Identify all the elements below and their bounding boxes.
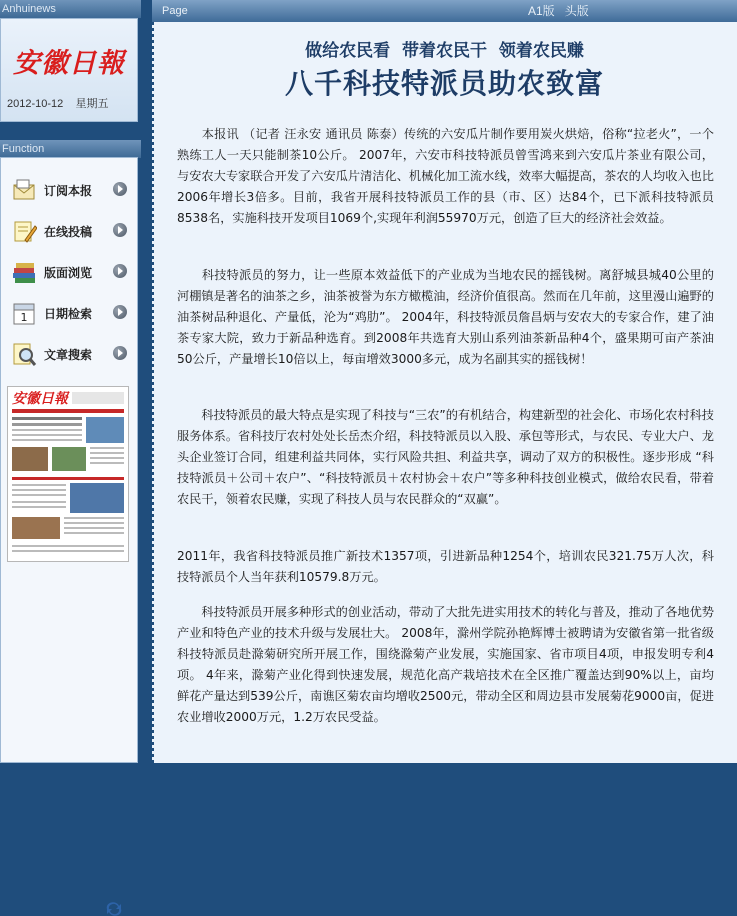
books-icon bbox=[11, 259, 37, 285]
refresh-icon[interactable] bbox=[105, 902, 123, 916]
menu-browse-pages-label: 版面浏览 bbox=[44, 266, 93, 280]
issue-date-line bbox=[7, 95, 109, 111]
article-paragraph: 科技特派员的最大特点是实现了科技与“三农”的有机结合，构建新型的社会化、市场化农村科技服务体系。省科技厅农村处处长岳杰介绍，科技特派员以入股、承包等形式，与农民、专业大户、龙头企业签订合同，组建利益共同体，实行风险共担、利益共享，调动了双方的积极性。逐步形成 “科技特派员＋公司＋农户”、“科技特派员＋农村协会＋农户”等多种科技创业模式，做给农民看，带着农民干，领着农民赚，实现了科技人员与农民群众的“双赢”。 bbox=[177, 408, 714, 506]
left-panel bbox=[0, 0, 141, 763]
magnifier-icon bbox=[11, 341, 37, 367]
section-name: 头版 bbox=[564, 4, 589, 18]
menu-subscribe[interactable] bbox=[9, 173, 131, 207]
masthead bbox=[0, 18, 138, 122]
function-menu bbox=[0, 157, 138, 763]
menu-article-search[interactable] bbox=[9, 337, 131, 371]
issue-date: 2012-10-12 bbox=[7, 98, 64, 110]
svg-text:1: 1 bbox=[20, 311, 28, 324]
arrow-right-icon bbox=[113, 264, 127, 278]
anhuinews-header: Anhuinews bbox=[0, 0, 141, 18]
arrow-right-icon bbox=[113, 223, 127, 237]
front-page-thumbnail-image bbox=[8, 387, 128, 561]
menu-subscribe-label: 订阅本报 bbox=[44, 184, 93, 198]
article-paragraph: 科技特派员的努力，让一些原本效益低下的产业成为当地农民的摇钱树。离舒城县城40公里的河棚镇是著名的油茶之乡，油茶被誉为东方橄榄油，经济价值很高。然而在几年前，这里漫山遍野的油茶树品种退化、产量低，沦为“鸡肋”。 2004年，科技特派员詹昌炳与安农大的专家合作，建了油茶专家大院，致力于新品种选育。到2008年共选育大别山系列油茶新品种4个，盛果期可亩产茶油50公斤，产量增长10倍以上，每亩增效3000多元，成为名副其实的摇钱树！ bbox=[177, 268, 714, 366]
article-paragraph: 本报讯 （记者 汪永安 通讯员 陈泰）传统的六安瓜片制作要用炭火烘焙，俗称“拉老火”，一个熟练工人一天只能制茶10公斤。 2007年，六安市科技特派员曾雪鸿来到六安瓜片茶业有限公司，与安农大专家联合开发了六安瓜片清洁化、机械化加工流水线，效率大幅提高，茶农的人均收入也比2006年增长3倍多。目前，我省开展科技特派员工作的县（市、区）达84个，已下派科技特派员8538名，实施科技开发项目1069个,实现年利润55970万元，创造了巨大的经济社会效益。 bbox=[177, 127, 714, 225]
arrow-right-icon bbox=[113, 346, 127, 360]
menu-browse-pages[interactable] bbox=[9, 255, 131, 289]
menu-submit-online-label: 在线投稿 bbox=[44, 225, 93, 239]
article-paragraph: 2011年，我省科技特派员推广新技术1357项，引进新品种1254个，培训农民321.75万人次，科技特派员个人当年获利10579.8万元。 bbox=[177, 549, 714, 584]
front-page-thumbnail[interactable] bbox=[7, 386, 129, 562]
arrow-right-icon bbox=[113, 305, 127, 319]
edition-label bbox=[528, 0, 589, 22]
newspaper-logo: 安徽日報 bbox=[13, 48, 125, 79]
arrow-right-icon bbox=[113, 182, 127, 196]
note-pencil-icon bbox=[11, 218, 37, 244]
menu-date-search-label: 日期检索 bbox=[44, 307, 93, 321]
menu-submit-online[interactable] bbox=[9, 214, 131, 248]
calendar-icon bbox=[11, 300, 37, 326]
left-border-dashes bbox=[152, 22, 154, 763]
page-header bbox=[152, 0, 737, 22]
menu-date-search[interactable] bbox=[9, 296, 131, 330]
article-title: 八千科技特派员助农致富 bbox=[284, 67, 604, 100]
article-paragraph: 科技特派员开展多种形式的创业活动，带动了大批先进实用技术的转化与普及，推动了各地优势产业和特色产业的技术升级与发展壮大。 2008年，滁州学院孙艳辉博士被聘请为安徽省第一批省级科技特派员赴滁菊研究所开展工作，围绕滁菊产业发展，实施国家、省市项目4项，申报发明专利4项。 4年来，滁菊产业化得到快速发展，规范化高产栽培技术在全区推广覆盖达到90%以上，亩均鲜花产量达到539公斤，南谯区菊农亩均增收2500元，带动全区和周边县市发展菊花9000亩，促进农业增收2000万元，1.2万农民受益。 bbox=[177, 605, 714, 724]
page-header-label: Page bbox=[162, 5, 188, 17]
article-content bbox=[152, 22, 737, 763]
article-panel bbox=[152, 0, 737, 763]
menu-article-search-label: 文章搜索 bbox=[44, 348, 93, 362]
envelope-icon bbox=[11, 177, 37, 203]
article-subtitle: 做给农民看 带着农民干 领着农民赚 bbox=[305, 41, 584, 61]
function-header: Function bbox=[0, 140, 141, 158]
issue-weekday: 星期五 bbox=[75, 98, 109, 110]
thumbnail-logo: 安徽日報 bbox=[12, 391, 68, 407]
edition-number: A1版 bbox=[528, 4, 555, 18]
